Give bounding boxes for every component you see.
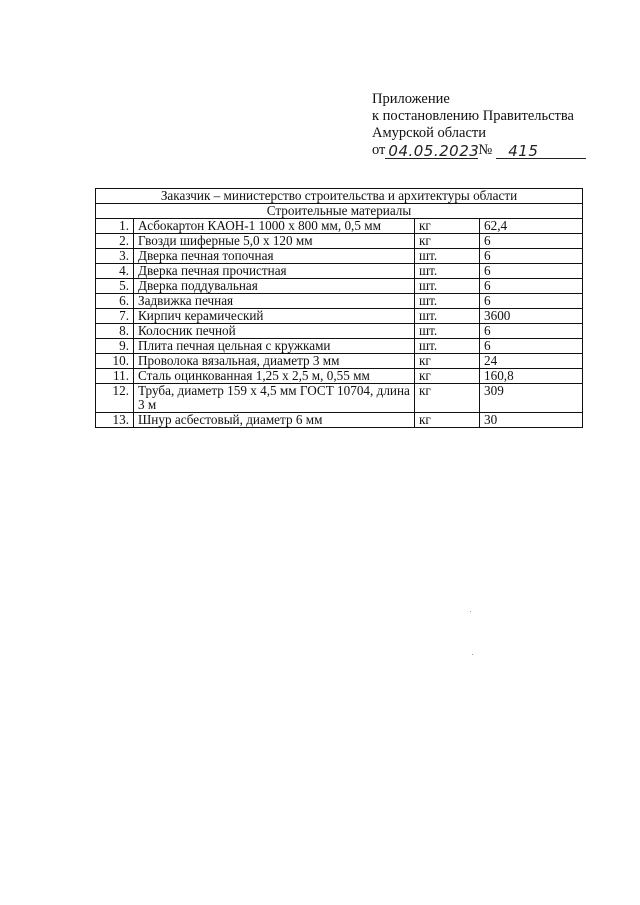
material-name: Асбокартон КАОН-1 1000 х 800 мм, 0,5 мм [134, 219, 415, 234]
material-name: Дверка поддувальная [134, 279, 415, 294]
quantity: 6 [480, 324, 583, 339]
material-name: Дверка печная топочная [134, 249, 415, 264]
row-number: 2. [96, 234, 134, 249]
quantity: 6 [480, 234, 583, 249]
table-row [96, 264, 583, 279]
annex-title: Приложение [372, 91, 450, 107]
quantity: 6 [480, 294, 583, 309]
quantity: 62,4 [480, 219, 583, 234]
customer-header-row [96, 189, 583, 204]
quantity: 6 [480, 339, 583, 354]
quantity: 160,8 [480, 369, 583, 384]
unit-of-measure: шт. [415, 339, 480, 354]
unit-of-measure: шт. [415, 279, 480, 294]
table-row [96, 369, 583, 384]
material-name: Проволока вязальная, диаметр 3 мм [134, 354, 415, 369]
row-number: 4. [96, 264, 134, 279]
section-header: Строительные материалы [96, 204, 583, 219]
unit-of-measure: шт. [415, 249, 480, 264]
table-row [96, 279, 583, 294]
unit-of-measure: шт. [415, 264, 480, 279]
annex-date-line [372, 142, 612, 159]
table-row [96, 309, 583, 324]
row-number: 5. [96, 279, 134, 294]
material-name: Колосник печной [134, 324, 415, 339]
unit-of-measure: кг [415, 384, 480, 413]
row-number: 9. [96, 339, 134, 354]
row-number: 12. [96, 384, 134, 413]
date-prefix: от [372, 142, 386, 158]
material-name: Шнур асбестовый, диаметр 6 мм [134, 413, 415, 428]
annex-header [372, 91, 612, 159]
table-row [96, 384, 583, 413]
row-number: 10. [96, 354, 134, 369]
table-row [96, 294, 583, 309]
quantity: 6 [480, 249, 583, 264]
row-number: 13. [96, 413, 134, 428]
unit-of-measure: кг [415, 369, 480, 384]
table-row [96, 354, 583, 369]
unit-of-measure: шт. [415, 324, 480, 339]
quantity: 3600 [480, 309, 583, 324]
annex-reference: к постановлению Правительства [372, 108, 574, 124]
quantity: 6 [480, 264, 583, 279]
table-row [96, 413, 583, 428]
unit-of-measure: кг [415, 354, 480, 369]
row-number: 11. [96, 369, 134, 384]
quantity: 30 [480, 413, 583, 428]
row-number: 3. [96, 249, 134, 264]
scan-speck [472, 654, 473, 655]
material-name: Труба, диаметр 159 х 4,5 мм ГОСТ 10704, длина 3 м [134, 384, 415, 413]
row-number: 6. [96, 294, 134, 309]
material-name: Гвозди шиферные 5,0 х 120 мм [134, 234, 415, 249]
unit-of-measure: кг [415, 413, 480, 428]
annex-region: Амурской области [372, 125, 486, 141]
unit-of-measure: кг [415, 219, 480, 234]
materials-table [95, 188, 583, 428]
quantity: 309 [480, 384, 583, 413]
row-number: 8. [96, 324, 134, 339]
section-header-row [96, 204, 583, 219]
unit-of-measure: кг [415, 234, 480, 249]
material-name: Кирпич керамический [134, 309, 415, 324]
customer-header: Заказчик – министерство строительства и архитектуры области [96, 189, 583, 204]
quantity: 24 [480, 354, 583, 369]
table-row [96, 219, 583, 234]
table-row [96, 234, 583, 249]
handwritten-number: 415 [496, 144, 586, 159]
quantity: 6 [480, 279, 583, 294]
table-row [96, 339, 583, 354]
row-number: 7. [96, 309, 134, 324]
row-number: 1. [96, 219, 134, 234]
material-name: Сталь оцинкованная 1,25 х 2,5 м, 0,55 мм [134, 369, 415, 384]
unit-of-measure: шт. [415, 294, 480, 309]
table-row [96, 324, 583, 339]
material-name: Дверка печная прочистная [134, 264, 415, 279]
number-prefix: № [478, 142, 493, 158]
unit-of-measure: шт. [415, 309, 480, 324]
handwritten-date: 04.05.2023 [385, 144, 478, 159]
scan-speck [470, 611, 471, 612]
table-row [96, 249, 583, 264]
material-name: Задвижка печная [134, 294, 415, 309]
material-name: Плита печная цельная с кружками [134, 339, 415, 354]
